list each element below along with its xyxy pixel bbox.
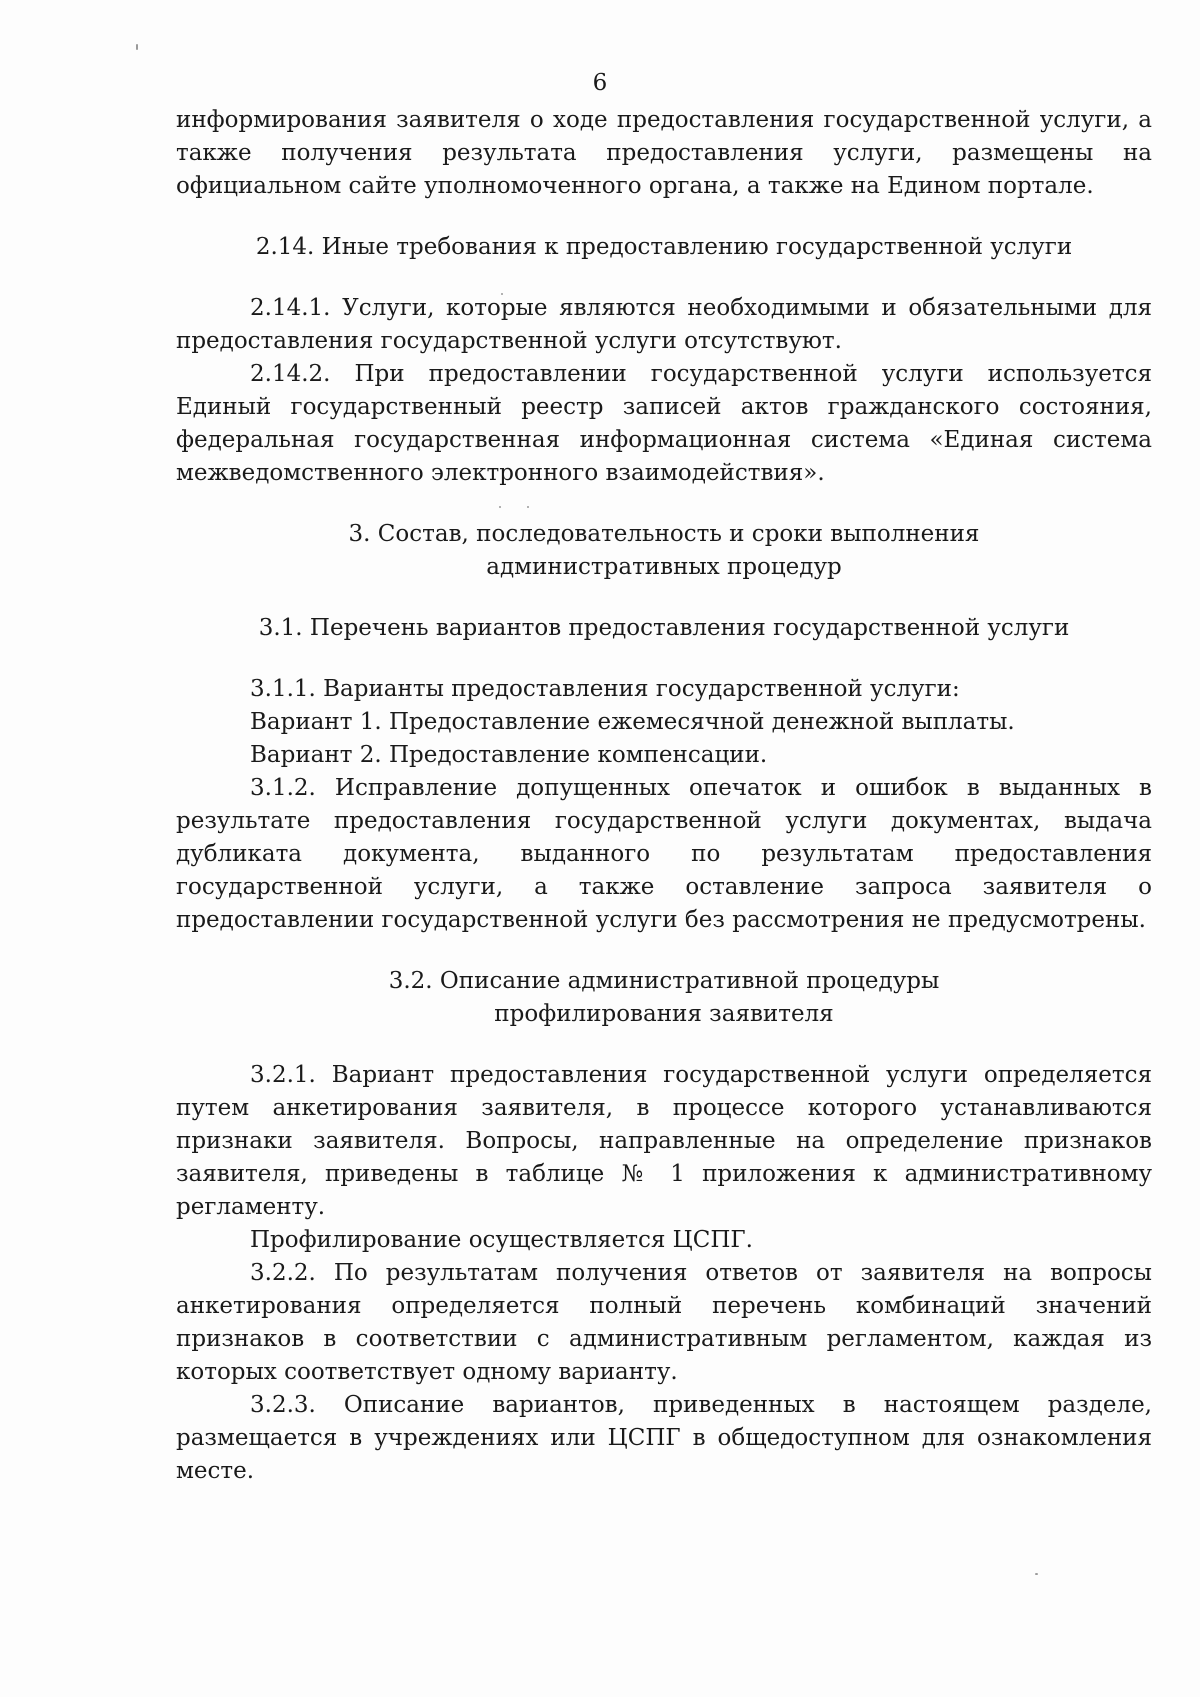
paragraph-3-1-2: 3.1.2. Исправление допущенных опечаток и ошибок в выданных в результате предоставления государственной услуги документах, выдача дубликата документа, выданного по результатам предоставления государственной услуги, а также оставление запроса заявителя о предоставлении государственной услуги без рассмотрения не предусмотрены.	[176, 775, 1152, 933]
section-heading-3	[176, 518, 1152, 584]
paragraph-3-1-1: 3.1.1. Варианты предоставления государственной услуги:	[250, 676, 960, 702]
section-heading-3-line-1: 3. Состав, последовательность и сроки выполнения	[348, 521, 980, 547]
document-body	[176, 0, 1152, 1488]
page-number: 6	[592, 70, 608, 96]
paragraph-2-14-2: 2.14.2. При предоставлении государственной услуги используется Единый государственный реестр записей актов гражданского состояния, федеральная государственная информационная система «Единая система межведомственного электронного взаимодействия».	[176, 361, 1152, 486]
section-heading-2-14: 2.14. Иные требования к предоставлению государственной услуги	[255, 234, 1073, 260]
section-heading-3-line-2: административных процедур	[486, 554, 842, 580]
section-heading-3-1: 3.1. Перечень вариантов предоставления государственной услуги	[258, 615, 1070, 641]
scan-speck	[136, 44, 138, 50]
section-heading-3-2-line-2: профилирования заявителя	[494, 1001, 834, 1027]
paragraph-2-14-1: 2.14.1. Услуги, которые являются необходимыми и обязательными для предоставления государственной услуги отсутствуют.	[176, 295, 1152, 354]
paragraph-variant-2: Вариант 2. Предоставление компенсации.	[250, 742, 768, 768]
paragraph-3-2-1: 3.2.1. Вариант предоставления государственной услуги определяется путем анкетирования заявителя, в процессе которого устанавливаются признаки заявителя. Вопросы, направленные на определение признаков заявителя, приведены в таблице № 1 приложения к административному регламенту.	[176, 1062, 1152, 1220]
section-heading-3-2	[176, 965, 1152, 1031]
paragraph-3-2-3: 3.2.3. Описание вариантов, приведенных в настоящем разделе, размещается в учреждениях или ЦСПГ в общедоступном для ознакомления месте.	[176, 1392, 1152, 1484]
scan-speck	[1035, 1573, 1038, 1575]
section-heading-3-2-line-1: 3.2. Описание административной процедуры	[388, 968, 940, 994]
paragraph-profiling: Профилирование осуществляется ЦСПГ.	[250, 1227, 753, 1253]
paragraph-variant-1: Вариант 1. Предоставление ежемесячной денежной выплаты.	[250, 709, 1015, 735]
paragraph-3-2-2: 3.2.2. По результатам получения ответов от заявителя на вопросы анкетирования определяется полный перечень комбинаций значений признаков в соответствии с административным регламентом, каждая из которых соответствует одному варианту.	[176, 1260, 1152, 1385]
paragraph-intro: информирования заявителя о ходе предоставления государственной услуги, а также получения результата предоставления услуги, размещены на официальном сайте уполномоченного органа, а также на Едином портале.	[176, 107, 1152, 199]
